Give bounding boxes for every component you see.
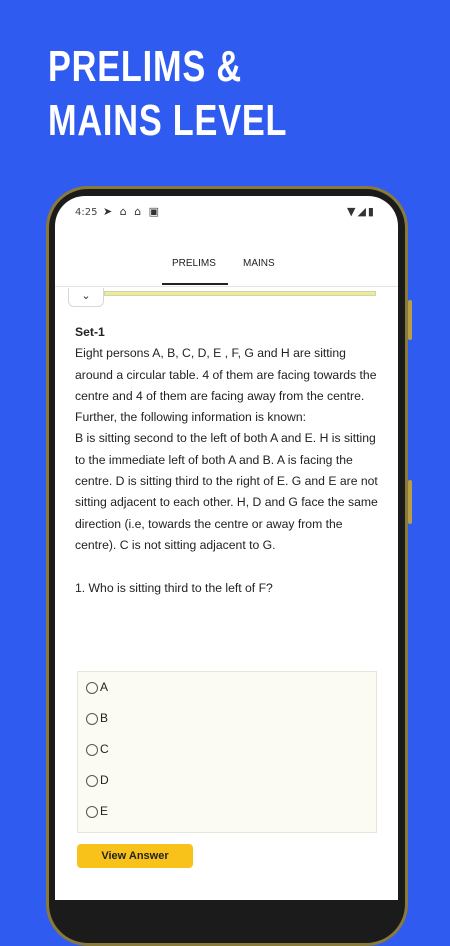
- option-label: A: [100, 680, 109, 694]
- promo-headline: [48, 40, 287, 148]
- notification-icons: ➤ ⌂ ⌂ ▣: [103, 205, 162, 218]
- status-time: 4:25: [75, 207, 98, 218]
- question-text: 1. Who is sitting third to the left of F?: [75, 581, 273, 596]
- progress-strip: [104, 291, 376, 296]
- headline-line-2: MAINS LEVEL: [48, 96, 288, 145]
- options-box: [77, 671, 377, 833]
- tab-mains[interactable]: MAINS: [243, 258, 275, 269]
- status-bar: [55, 196, 398, 226]
- phone-side-button: [408, 300, 412, 340]
- option-label: D: [100, 773, 109, 787]
- option-label: E: [100, 804, 109, 818]
- set-title: Set-1: [75, 325, 105, 339]
- radio-icon[interactable]: [86, 713, 98, 725]
- radio-icon[interactable]: [86, 806, 98, 818]
- option-d[interactable]: [86, 773, 109, 787]
- tab-indicator: [162, 283, 228, 285]
- option-b[interactable]: [86, 711, 108, 725]
- phone-screen: [55, 196, 398, 900]
- signal-battery-icons: ▼◢▮: [347, 205, 376, 218]
- radio-icon[interactable]: [86, 775, 98, 787]
- tabs-divider: [55, 286, 398, 287]
- radio-icon[interactable]: [86, 744, 98, 756]
- option-e[interactable]: [86, 804, 108, 818]
- option-label: C: [100, 742, 109, 756]
- phone-side-button: [408, 480, 412, 524]
- chevron-down-icon[interactable]: ⌄: [68, 288, 104, 307]
- passage-text: Eight persons A, B, C, D, E , F, G and H are sitting around a circular table. 4 of them are facing towards the centre and 4 of them are facing away from the centre. Further, the following information is known:: [75, 346, 377, 425]
- view-answer-button[interactable]: View Answer: [77, 844, 193, 868]
- tab-bar: [55, 246, 398, 286]
- tab-prelims[interactable]: PRELIMS: [172, 258, 216, 269]
- radio-icon[interactable]: [86, 682, 98, 694]
- headline-line-1: PRELIMS &: [48, 42, 242, 91]
- option-label: B: [100, 711, 109, 725]
- option-c[interactable]: [86, 742, 109, 756]
- question-content: [75, 322, 380, 600]
- collapse-bar: [68, 288, 378, 302]
- option-a[interactable]: [86, 680, 108, 694]
- clues-text: B is sitting second to the left of both A and E. H is sitting to the immediate left of both A and B. A is facing the centre. D is sitting third to the right of E. G and E are not sitting adjacent to each other. H, D and G face the same direction (i.e, towards the centre or away from the centre). C is not sitting adjacent to G.: [75, 431, 378, 552]
